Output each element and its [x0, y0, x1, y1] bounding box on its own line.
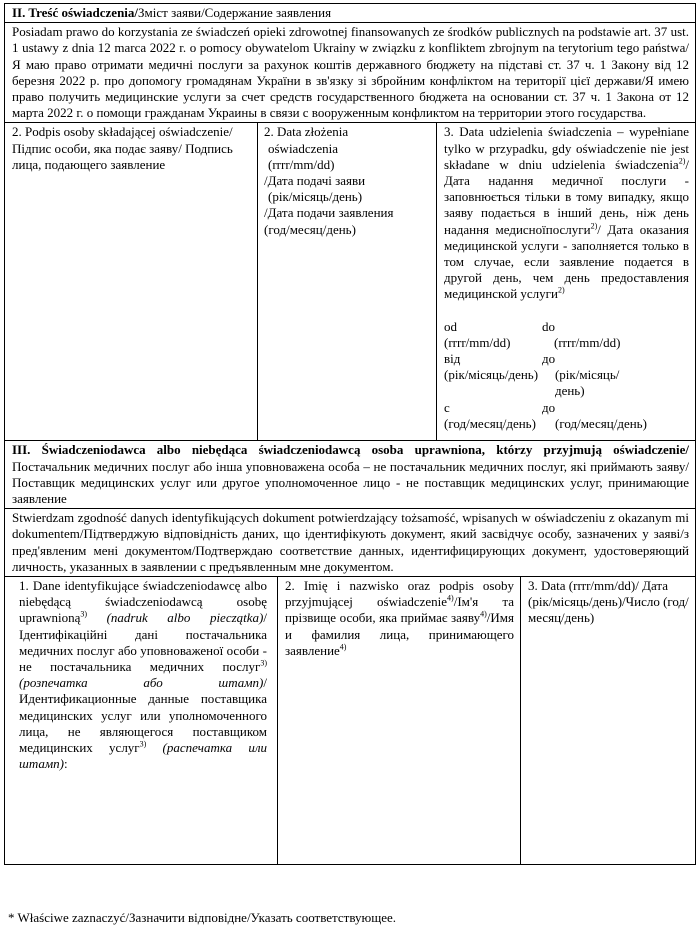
provider-id-stamp-ua: (розпечатка або штамп) [19, 675, 264, 691]
date-from-label-ru: с [444, 399, 450, 415]
acceptance-date-cell[interactable] [521, 577, 695, 864]
date-from-label: od [444, 318, 457, 334]
provider-id-stamp-pl: (nadruk albo pieczątka) [106, 610, 264, 626]
submission-date-label-1: 2. Data złożenia [264, 124, 349, 140]
section-2-heading-rest: Зміст заяви/Содержание заявления [138, 5, 332, 20]
service-date-text-ua: / Дата надання медичної послуги - заповнюється тільки в тому випадку, якщо заяву подається в інший день, ніж день надання медисноїпослуги [444, 156, 689, 237]
date-from-label-ua: від [444, 351, 461, 367]
applicant-signature-cell[interactable] [5, 123, 258, 440]
date-to-label: do [542, 318, 555, 334]
submission-date-cell[interactable] [258, 123, 437, 440]
service-date-description [444, 124, 689, 302]
applicant-signature-label: 2. Podpis osoby składającej oświadczenie/Підпис особи, яка подає заяву/ Подпись лица, подающего заявление [12, 124, 233, 172]
submission-date-label-5: (рік/місяць/день) [268, 189, 363, 205]
section-2-heading [5, 4, 695, 23]
provider-id-text-ru: / Идентификационные данные поставщика медицинских услуг или уполномоченного лица, не являющегося поставщиком медицинских услуг [19, 675, 267, 756]
footnote-ref: 3) [139, 739, 147, 749]
footnote-ref: 2) [678, 156, 686, 166]
provider-id-stamp-ru: (распечатка или штамп) [19, 740, 267, 772]
section-3-heading-rest: Постачальник медичних послуг або інша уповноважена особа – не постачальник медичних послуг, які приймають заяву/Поставщик медицинских услуг или другое уполномоченное лицо - не поставщик медицинских услуг, принимающие заявление [12, 458, 689, 507]
service-date-text-ru: / Дата оказания медицинской услуги - заполняется только в том случае, если заявление подается в другой день, чем день предоставления медицинской услуги [444, 221, 689, 302]
submission-date-label-2: oświadczenia [268, 140, 339, 156]
footnote-ref: 2) [557, 286, 565, 296]
date-to-format-ru: (год/месяц/день) [555, 415, 647, 431]
footnote-ref: 3) [260, 658, 267, 668]
identity-confirmation: Stwierdzam zgodność danych identyfikujących dokument potwierdzający tożsamość, wpisanych w oświadczeniu z okazanym mi dokumentem/Підтверджую відповідність даних, що ідентифікують документ, який засвідчує особу, зазначених у заяві/з пред'явленим мені документом/Подтверждаю соответствие данных, идентифицирующих документ, удостоверяющий личность, указанных в заявлении с предъявленным мне документом. [5, 509, 695, 577]
section-3-heading [5, 441, 695, 509]
footnote-ref: 3) [80, 610, 88, 620]
date-to-format-ua: (рік/місяць/день) [554, 367, 620, 399]
date-from-format-ua: (рік/місяць/день) [444, 367, 539, 383]
footnote-ref: 4) [447, 593, 454, 603]
provider-id-text-pl: 1. Dane identyfikujące świadczeniodawcę albo niebędącą świadczeniodawcą osobę uprawnioną [19, 578, 267, 626]
date-range-block [444, 319, 649, 432]
service-date-cell[interactable] [437, 123, 695, 440]
date-from-format: (rrrr/mm/dd) [444, 334, 511, 350]
provider-id-text-ua: / Ідентифікаційні дані постачальника медичних послуг або уповноваженої особи - не постачальника медичних послуг [19, 610, 267, 675]
section-2-heading-bold: II. Treść oświadczenia/ [12, 5, 139, 20]
section-3-provider-row [5, 577, 695, 864]
provider-identification-cell[interactable] [5, 577, 278, 864]
receiver-signature-cell[interactable] [278, 577, 521, 864]
declaration-form [4, 3, 696, 865]
receiver-text-ru: /Имя и фамилия лица, принимающего заявление [285, 610, 514, 658]
date-to-label-ru: до [542, 399, 556, 415]
receiver-text-ua: /Ім'я та прізвище особи, яка приймає заяву [285, 594, 514, 626]
footnote-ref: 4) [339, 642, 347, 652]
submission-date-label-7: (год/месяц/день) [264, 221, 356, 237]
footnote-ref: 4) [480, 610, 487, 620]
section-3-heading-bold: III. Świadczeniodawca albo niebędąca świadczeniodawcą osoba uprawniona, którzy przyjmują oświadczenie/ [12, 442, 689, 458]
acceptance-date-label: 3. Data (rrrr/mm/dd)/ Дата (рік/місяць/день)/Число (год/месяц/день) [528, 578, 689, 626]
date-to-format: (rrrr/mm/dd) [554, 334, 621, 350]
date-to-label-ua: до [542, 351, 556, 367]
date-from-format-ru: (год/месяц/день) [444, 415, 536, 431]
section-2-signature-row [5, 123, 695, 441]
footnote: * Właściwe zaznaczyć/Зазначити відповідне/Указать соответствующее. [8, 910, 397, 925]
service-date-text-pl: 3. Data udzielenia świadczenia – wypełniane tylko w przypadku, gdy oświadczenie nie jest składane w dniu udzielenia świadczenia [444, 124, 689, 172]
submission-date-label-6: /Дата подачи заявления [264, 205, 394, 221]
receiver-text-pl: 2. Imię i nazwisko oraz podpis osoby przyjmującej oświadczenie [285, 578, 514, 610]
submission-date-label-3: (rrrr/mm/dd) [268, 156, 335, 172]
section-2-body: Posiadam prawo do korzystania ze świadczeń opieki zdrowotnej finansowanych ze środków publicznych na podstawie art. 37 ust. 1 ustawy z dnia 12 marca 2022 r. o pomocy obywatelom Ukrainy w związku z konfliktem zbrojnym na terytorium tego państwa/Я маю право отримати медичні послуги за рахунок коштів державного бюджету на підставі ст. 37 ч. 1 Закону від 12 березня 2022 р. про допомогу громадянам України в зв'язку зі збройним конфліктом на території цієї держави/Я имею право получить медицинские услуги за счет средств государственного бюджета на основании ст. 37 ч. 1 Закона от 12 марта 2022 г. о помощи гражданам Украины в связи с вооруженным конфликтом на территории этого государства. [5, 23, 695, 123]
footnote-ref: 2) [590, 221, 598, 231]
provider-id-colon: : [64, 756, 68, 772]
submission-date-label-4: /Дата подачі заяви [264, 173, 366, 189]
